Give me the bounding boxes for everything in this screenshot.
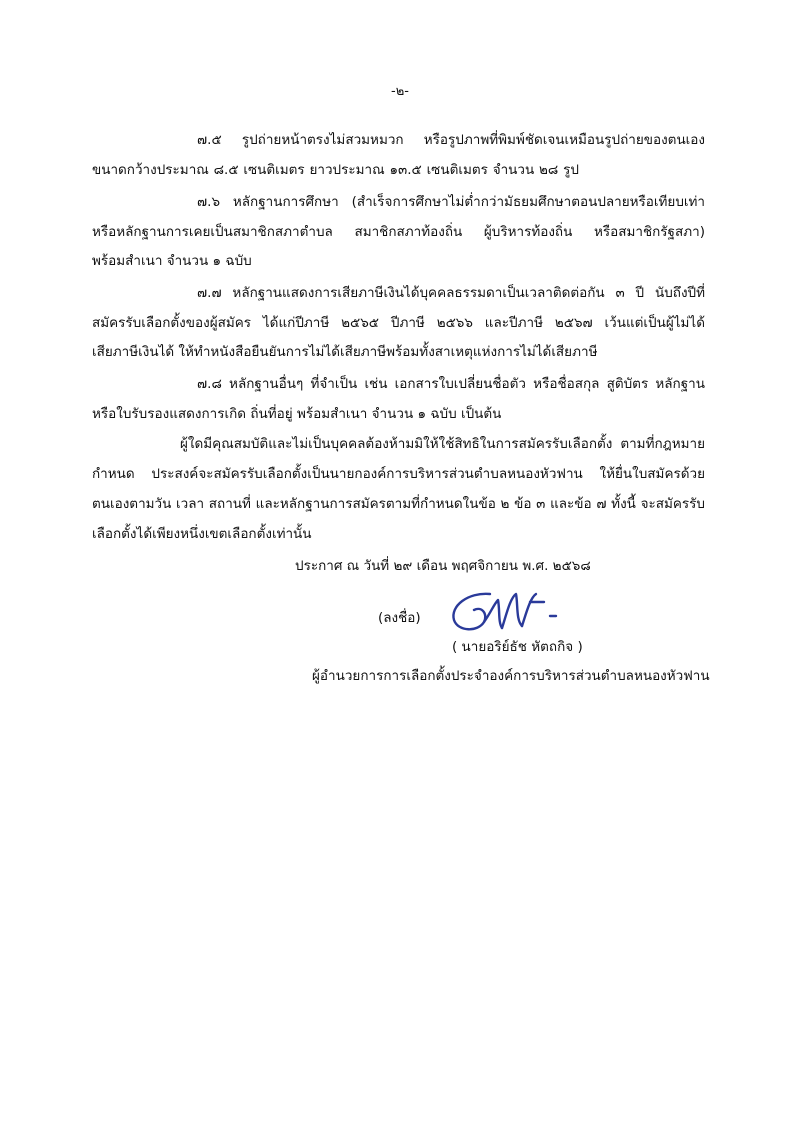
closing-paragraph-line-1: ผู้ใดมีคุณสมบัติและไม่เป็นบุคคลต้องห้ามมิให้ใช้สิทธิในการสมัครรับเลือกตั้ง ตามที่กฎหมาย (180, 436, 705, 452)
signer-title: ผู้อำนวยการการเลือกตั้งประจำองค์การบริหารส่วนตำบลหนองหัวฟาน (312, 668, 710, 684)
closing-paragraph-line-2: กำหนด ประสงค์จะสมัครรับเลือกตั้งเป็นนายกองค์การบริหารส่วนตำบลหนองหัวฟาน ให้ยื่นใบสมัครด้วย (92, 466, 705, 482)
item-7-6-line-2: หรือหลักฐานการเคยเป็นสมาชิกสภาตำบล สมาชิกสภาท้องถิ่น ผู้บริหารท้องถิ่น หรือสมาชิกรัฐสภา) (92, 224, 705, 240)
item-7-6-line-3: พร้อมสำเนา จำนวน ๑ ฉบับ (92, 253, 252, 269)
item-7-5-line-2: ขนาดกว้างประมาณ ๘.๕ เซนติเมตร ยาวประมาณ ๑๓.๕ เซนติเมตร จำนวน ๒๘ รูป (92, 162, 579, 178)
signer-name: ( นายอริย์ธัช หัตถกิจ ) (452, 639, 583, 655)
page-number: -๒- (391, 84, 409, 99)
announcement-date: ประกาศ ณ วันที่ ๒๙ เดือน พฤศจิกายน พ.ศ. ๒๕๖๘ (295, 558, 591, 574)
item-7-7-line-3: เสียภาษีเงินได้ ให้ทำหนังสือยืนยันการไม่ได้เสียภาษีพร้อมทั้งสาเหตุแห่งการไม่ได้เสียภาษี (92, 344, 598, 360)
item-7-7-line-2: สมัครรับเลือกตั้งของผู้สมัคร ได้แก่ปีภาษี ๒๕๖๕ ปีภาษี ๒๕๖๖ และปีภาษี ๒๕๖๗ เว้นแต่เป็นผู้ไม่ได้ (92, 315, 705, 331)
closing-paragraph-line-4: เลือกตั้งได้เพียงหนึ่งเขตเลือกตั้งเท่านั้น (92, 526, 312, 542)
item-7-6-line-1: ๗.๖ หลักฐานการศึกษา (สำเร็จการศึกษาไม่ต่ำกว่ามัธยมศึกษาตอนปลายหรือเทียบเท่า (197, 194, 705, 210)
item-7-5-line-1: ๗.๕ รูปถ่ายหน้าตรงไม่สวมหมวก หรือรูปภาพที่พิมพ์ชัดเจนเหมือนรูปถ่ายของตนเอง (197, 132, 705, 148)
closing-paragraph-line-3: ตนเองตามวัน เวลา สถานที่ และหลักฐานการสมัครตามที่กำหนดในข้อ ๒ ข้อ ๓ และข้อ ๗ ทั้งนี้ จะสมัครรับ (92, 496, 705, 512)
handwritten-signature (438, 580, 578, 640)
item-7-8-line-1: ๗.๘ หลักฐานอื่นๆ ที่จำเป็น เช่น เอกสารใบเปลี่ยนชื่อตัว หรือชื่อสกุล สูติบัตร หลักฐาน (197, 376, 705, 392)
item-7-8-line-2: หรือใบรับรองแสดงการเกิด ถิ่นที่อยู่ พร้อมสำเนา จำนวน ๑ ฉบับ เป็นต้น (92, 406, 502, 422)
item-7-7-line-1: ๗.๗ หลักฐานแสดงการเสียภาษีเงินได้บุคคลธรรมดาเป็นเวลาติดต่อกัน ๓ ปี นับถึงปีที่ (197, 285, 705, 301)
signature-label: (ลงชื่อ) (378, 610, 421, 626)
